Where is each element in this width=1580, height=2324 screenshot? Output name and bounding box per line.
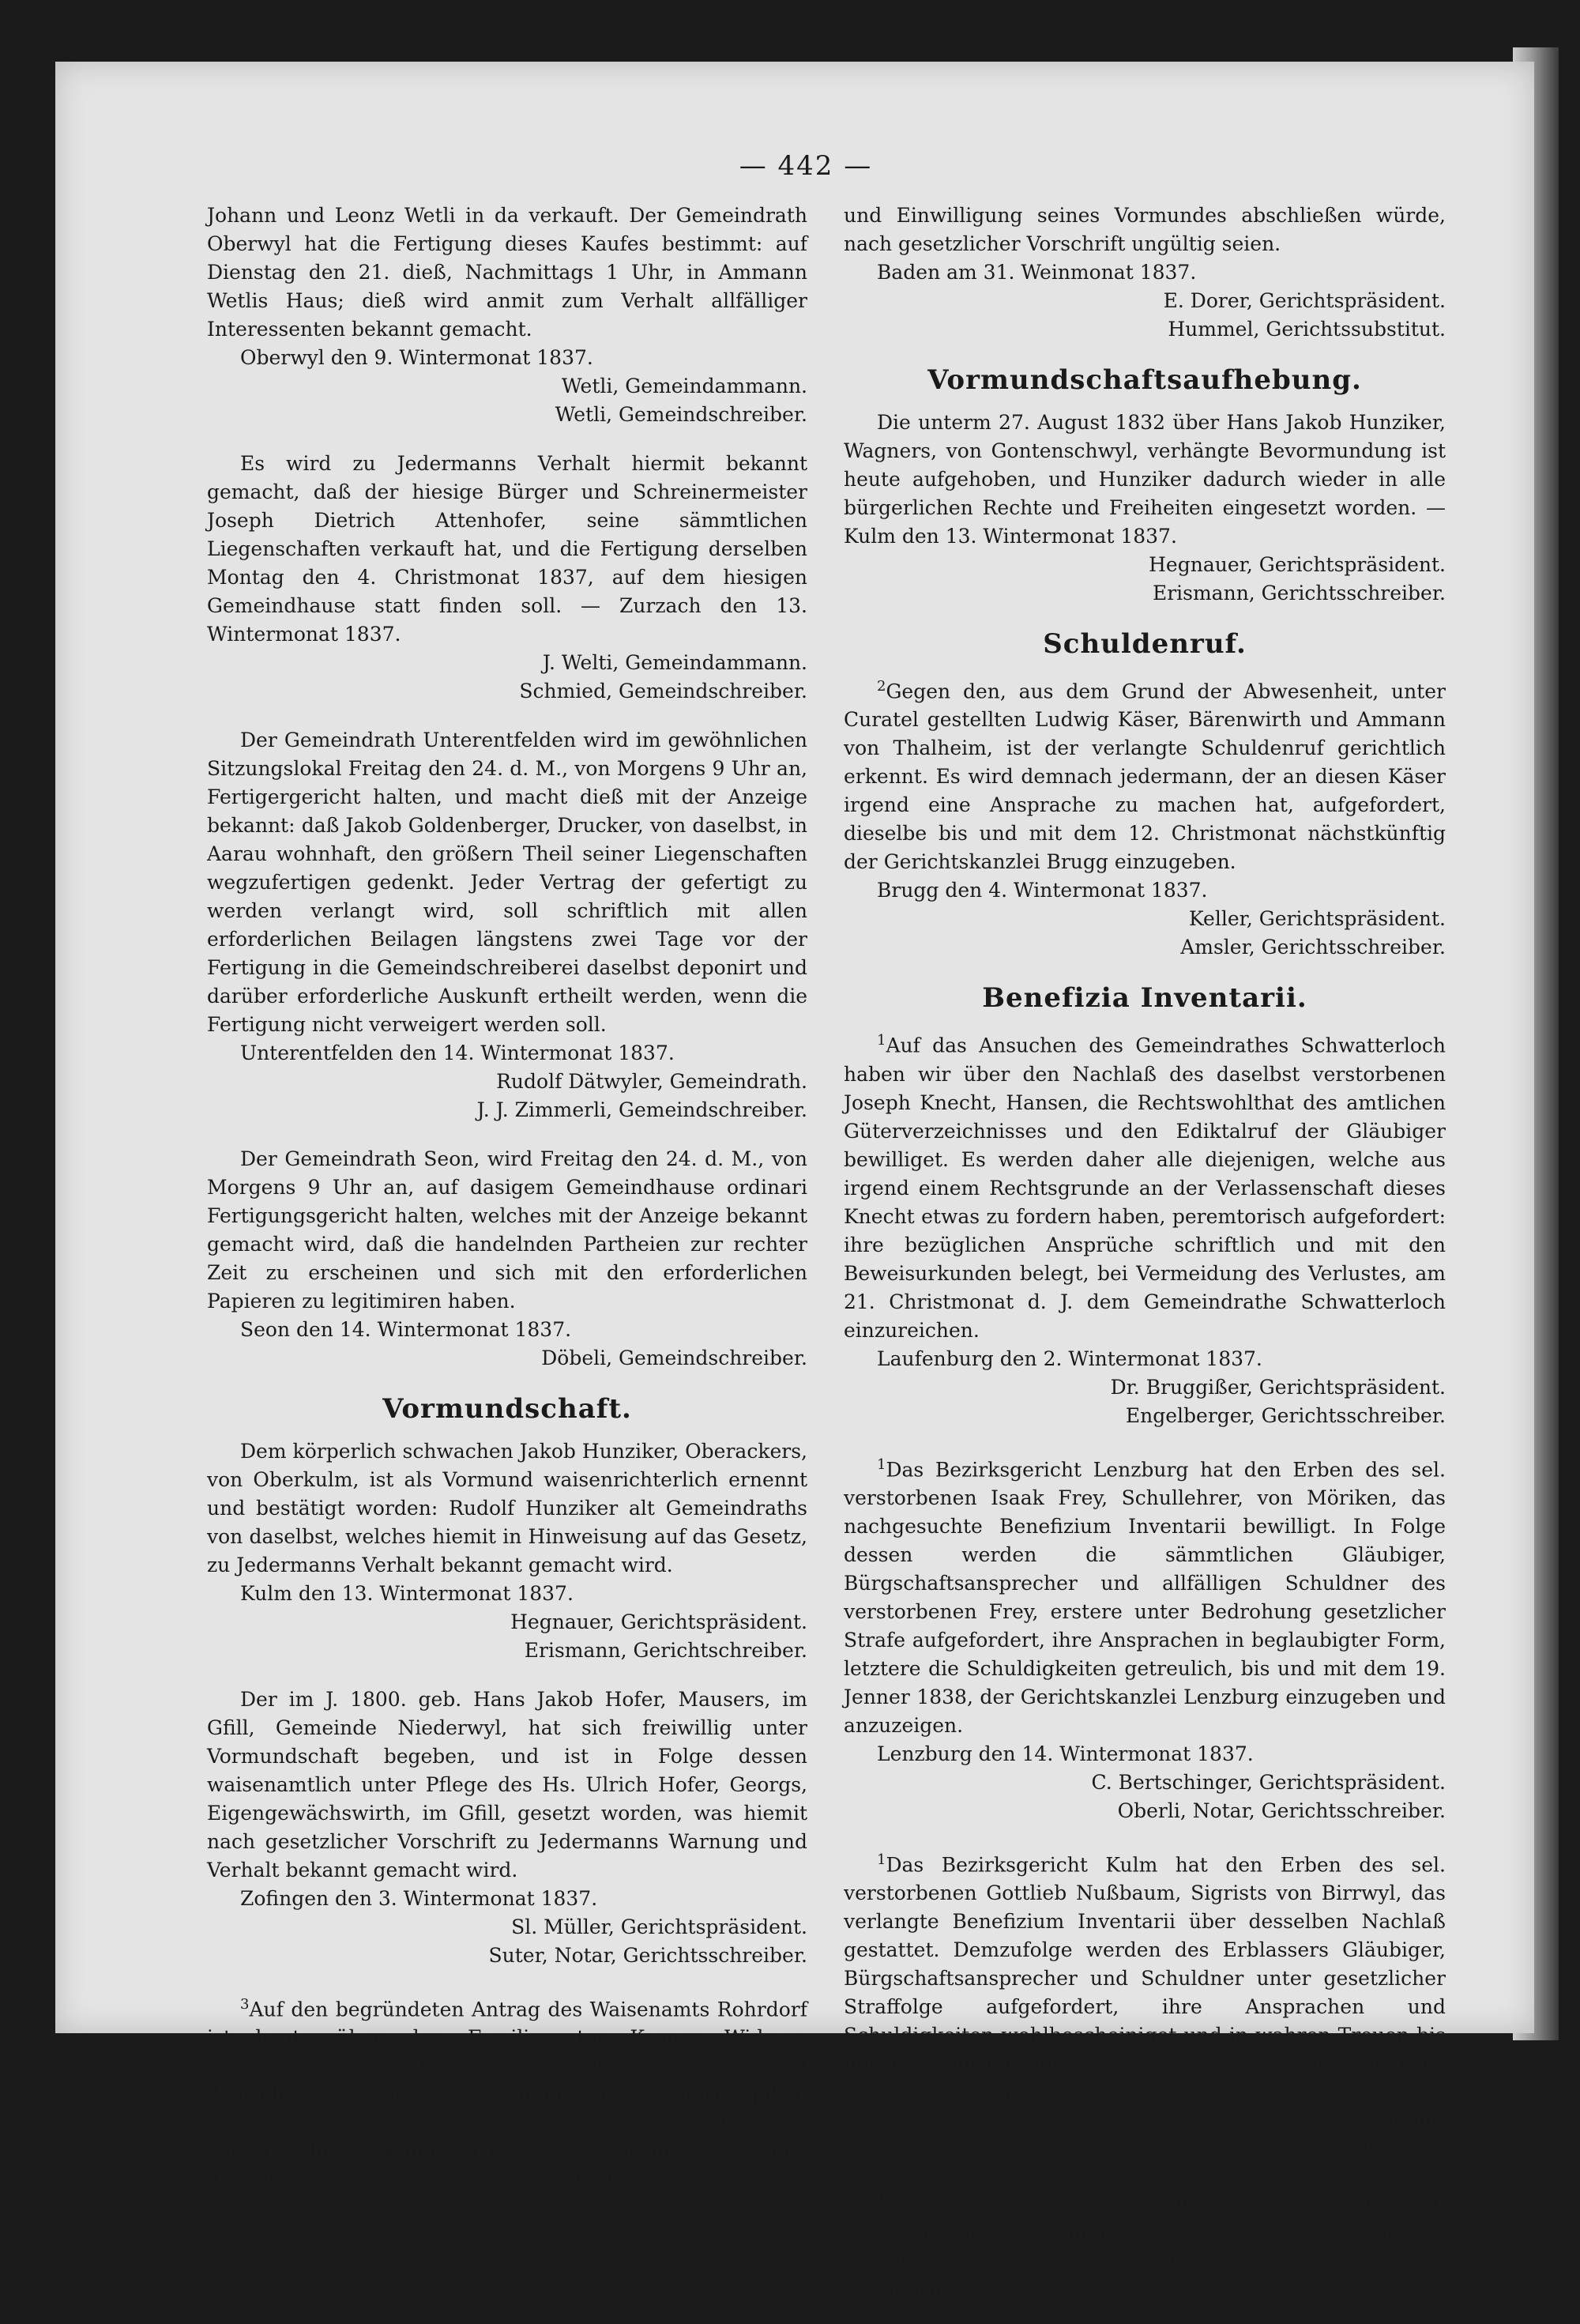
notice-brugg xyxy=(844,672,1446,962)
notice-text: Die unterm 27. August 1832 über Hans Jakob Hunziker, Wagners, von Gontenschwyl, verhängte Bevormundung ist heute aufgehoben, und Hunziker dadurch wieder in alle bürgerlichen Rechte und Freiheiten eingesetzt worden. — Kulm den 13. Wintermonat 1837. xyxy=(844,411,1446,548)
notice-signature: Hummel, Gerichtssubstitut. xyxy=(1168,318,1446,341)
page-number: — 442 — xyxy=(739,150,873,182)
footnote-mark: 1 xyxy=(877,1456,886,1473)
notice-place-date: Laufenburg den 2. Wintermonat 1837. xyxy=(877,1347,1262,1370)
notice-signature: C. Bertschinger, Gerichtspräsident. xyxy=(1091,1770,1446,1794)
notice-zofingen xyxy=(207,1686,807,1970)
right-column xyxy=(844,202,1446,2324)
notice-place-date: Unterentfelden den 14. Wintermonat 1837. xyxy=(240,1041,675,1064)
footnote-mark: 3 xyxy=(240,1996,250,2013)
notice-body: Auf den begründeten Antrag des Waisenamts Rohrdorf ist heute über den Familienvater Kaspar Widmer, Schreiner, von daselbst, die Vormundschaft verhängt und demselben als Vormund geordnet worden: Sigrist Jakob Widmer von gedachtem Rohrdorf. Indem man dieß hiemit zur öffentlichen Kunde bringt, wird Jedermann erinnert, daß alle Verträge, welche Schreiner Widmer ohne Wissen xyxy=(207,1998,807,2192)
notice-body: Gegen den, aus dem Grund der Abwesenheit, unter Curatel gestellten Ludwig Käser, Bärenwirth und Ammann von Thalheim, ist der verlangte Schuldenruf gerichtlich erkennt. Es wird demnach jedermann, der an diesen Käser irgend eine Ansprache zu machen hat, aufgefordert, dieselbe bis und mit dem 12. Christmonat nächstkünftig der Gerichtskanzlei Brugg einzugeben. xyxy=(844,680,1446,874)
left-column xyxy=(207,202,807,2215)
notice-text: Johann und Leonz Wetli in da verkauft. Der Gemeindrath Oberwyl hat die Fertigung dieses Kaufes bestimmt: auf Dienstag den 21. dieß, Nachmittags 1 Uhr, in Ammann Wetlis Haus; dieß wird anmit zum Verhalt allfälliger Interessenten bekannt gemacht. xyxy=(207,204,807,341)
notice-signature: J. J. Zimmerli, Gemeindschreiber. xyxy=(476,1098,807,1121)
notice-signature: Hegnauer, Gerichtspräsident. xyxy=(1149,553,1446,576)
notice-body: Das Bezirksgericht Kulm hat den Erben des sel. verstorbenen Gottlieb Nußbaum, Sigrists von Birrwyl, das verlangte Benefizium Inventarii über desselben Nachlaß gestattet. Demzufolge werden des Erblassers Gläubiger, Bürgschaftsansprecher und Schuldner unter gesetzlicher Straffolge aufgefordert, ihre Ansprachen und Schuldigkeiten wohlbescheiniget und in wahren Treuen bis und mit Samstag den 20. Jenner 1838 der Gerichtskanzlei Kulm abzugeben. — Kulm den 13. Wintermonat 1837. xyxy=(844,1853,1446,2104)
notice-text xyxy=(207,1991,807,2194)
section-heading-vormundschaft: Vormundschaft. xyxy=(382,1393,632,1425)
footnote-mark: 1 xyxy=(877,2190,886,2207)
notice-signature: Engelberger, Gerichtsschreiber. xyxy=(1125,1403,1446,1427)
notice-signature: J. Welti, Gemeindammann. xyxy=(542,651,807,674)
notice-text xyxy=(844,2184,1446,2303)
notice-body: Das Bezirksgericht Lenzburg hat den Erben des sel. verstorbenen Isaak Frey, Schullehrer, von Möriken, das nachgesuchte Benefizium Inventarii bewilligt. In Folge dessen werden die sämmtlichen Gläubiger, Bürgschaftsansprecher und allfälligen Schuldner des verstorbenen Frey, erstere unter Bedrohung gesetzlicher Strafe aufgefordert, ihre Ansprachen in beglaubigter Form, letztere die Schuldigkeiten getreulich, bis und mit dem 19. Jenner 1838, der Gerichtskanzlei Lenzburg einzugeben und anzuzeigen. xyxy=(844,1457,1446,1737)
notice-place-date: Zofingen den 3. Wintermonat 1837. xyxy=(240,1887,598,1910)
notice-kulm-nussbaum xyxy=(844,1846,1446,2164)
notice-oberwyl xyxy=(207,202,807,429)
notice-place-date: Seon den 14. Wintermonat 1837. xyxy=(240,1318,572,1341)
notice-seon xyxy=(207,1145,807,1373)
notice-unterentfelden xyxy=(207,726,807,1124)
notice-text xyxy=(844,1846,1446,2107)
notice-signature: Dr. Bruggißer, Gerichtspräsident. xyxy=(1110,1375,1446,1399)
notice-text xyxy=(844,672,1446,876)
notice-text: Der Gemeindrath Unterentfelden wird im gewöhnlichen Sitzungslokal Freitag den 24. d. M., von Morgens 9 Uhr an, Fertigergericht halten, und macht dieß mit der Anzeige bekannt: daß Jakob Goldenberger, Drucker, von daselbst, in Aarau wohnhaft, den größern Theil seiner Liegenschaften wegzufertigen gedenkt. Jeder Vertrag der gefertigt zu werden verlangt wird, soll schriftlich mit allen erforderlichen Beilagen längstens zwei Tage vor der Fertigung in die Gemeindschreiberei daselbst deponirt und darüber erforderliche Auskunft ertheilt werden, wenn die Fertigung nicht verweigert werden soll. xyxy=(207,729,807,1036)
notice-place-date: Baden am 31. Weinmonat 1837. xyxy=(877,261,1197,284)
notice-place-date: Kulm den 13. Wintermonat 1837. xyxy=(240,1582,574,1605)
notice-text xyxy=(844,1451,1446,1740)
notice-signature: Keller, Gerichtspräsident. xyxy=(1189,907,1446,931)
notice-text: und Einwilligung seines Vormundes abschließen würde, nach gesetzlicher Vorschrift ungültig seien. xyxy=(844,204,1446,255)
notice-zurzach xyxy=(207,450,807,706)
section-heading-benefizia-inventarii: Benefizia Inventarii. xyxy=(982,982,1307,1015)
section-heading-vormundschaftsaufhebung: Vormundschaftsaufhebung. xyxy=(927,364,1362,396)
notice-signature: Oberli, Notar, Gerichtsschreiber. xyxy=(1117,1799,1446,1822)
notice-place-date: Brugg den 4. Wintermonat 1837. xyxy=(877,879,1208,902)
notice-signature: Döbeli, Gemeindschreiber. xyxy=(541,1347,807,1369)
notice-text: Der Gemeindrath Seon, wird Freitag den 24. d. M., von Morgens 9 Uhr an, auf dasigem Gemeindhause ordinari Fertigungsgericht halten, welches mit der Anzeige bekannt gemacht wird, daß die handelnden Partheien zur rechter Zeit zu erscheinen und sich mit den erforderlichen Papieren zu legitimiren haben. xyxy=(207,1147,807,1313)
notice-signature: Suter, Notar, Gerichtsschreiber. xyxy=(488,1944,807,1967)
footnote-mark: 1 xyxy=(877,1851,886,1868)
notice-kulm-hediger xyxy=(844,2184,1446,2303)
notice-body: Auf das Ansuchen des Gemeindrathes Schwatterloch haben wir über den Nachlaß des daselbst verstorbenen Joseph Knecht, Hansen, die Rechtswohlthat des amtlichen Güterverzeichnisses und den Ediktalruf der Gläubiger bewilliget. Es werden daher alle diejenigen, welche aus irgend einem Rechtsgrunde an der Verlassenschaft dieses Knecht etwas zu fordern haben, peremtorisch aufgefordert: ihre bezüglichen Ansprüche schriftlich und mit den Beweisurkunden belegt, bei Vermeidung des Verlustes, am 21. Christmonat d. J. dem Gemeindrathe Schwatterloch einzureichen. xyxy=(844,1034,1446,1342)
notice-text: Der im J. 1800. geb. Hans Jakob Hofer, Mausers, im Gfill, Gemeinde Niederwyl, hat sich freiwillig unter Vormundschaft begeben, und ist in Folge dessen waisenamtlich unter Pflege des Hs. Ulrich Hofer, Georgs, Eigengewächswirth, im Gfill, gesetzt worden, was hiemit nach gesetzlicher Vorschrift zu Jedermanns Warnung und Verhalt bekannt gemacht wird. xyxy=(207,1688,807,1881)
notice-laufenburg xyxy=(844,1026,1446,1429)
notice-kulm-aufhebung xyxy=(844,409,1446,608)
notice-text: Dem körperlich schwachen Jakob Hunziker, Oberackers, von Oberkulm, ist als Vormund waisenrichterlich ernennt und bestätigt worden: Rudolf Hunziker alt Gemeindraths von daselbst, welches hiemit in Hinweisung auf das Gesetz, zu Jedermanns Verhalt bekannt gemacht wird. xyxy=(207,1440,807,1576)
notice-signature: Erismann, Gerichtsschreiber. xyxy=(1152,2138,1446,2161)
footnote-mark: 2 xyxy=(877,678,886,695)
notice-signature: Schmied, Gemeindschreiber. xyxy=(519,680,807,702)
notice-signature: Erismann, Gerichtschreiber. xyxy=(524,1639,807,1662)
notice-signature: E. Dorer, Gerichtspräsident. xyxy=(1163,289,1446,312)
notice-text: Es wird zu Jedermanns Verhalt hiermit bekannt gemacht, daß der hiesige Bürger und Schreinermeister Joseph Dietrich Attenhofer, seine sämmtlichen Liegenschaften verkauft hat, und die Fertigung derselben Montag den 4. Christmonat 1837, auf dem hiesigen Gemeindhause statt finden soll. — Zurzach den 13. Wintermonat 1837. xyxy=(207,452,807,646)
notice-signature: Erismann, Gerichtsschreiber. xyxy=(1152,582,1446,605)
notice-signature: Amsler, Gerichtsschreiber. xyxy=(1180,936,1446,959)
notice-signature: Wetli, Gemeindammann. xyxy=(561,375,807,397)
notice-signature: Hegnauer, Gerichtspräsident. xyxy=(1149,2109,1446,2133)
notice-signature: Rudolf Dätwyler, Gemeindrath. xyxy=(496,1070,807,1093)
section-heading-schuldenruf: Schuldenruf. xyxy=(1043,628,1247,660)
notice-baden xyxy=(844,202,1446,344)
notice-place-date: Oberwyl den 9. Wintermonat 1837. xyxy=(240,346,593,369)
notice-body: Das Bezirksgericht Kulm hat den Erben des sel. verstorbenen Melchior Hediger, Bäschelheichels, Zimmermann von Reinach, das verlangte Benefizium Inventarii xyxy=(844,2191,1446,2300)
notice-kulm-vormund xyxy=(207,1437,807,1665)
notice-text xyxy=(844,1026,1446,1344)
notice-lenzburg xyxy=(844,1451,1446,1825)
notice-place-date: Lenzburg den 14. Wintermonat 1837. xyxy=(877,1742,1254,1765)
footnote-mark: 1 xyxy=(877,1032,886,1049)
notice-signature: Wetli, Gemeindschreiber. xyxy=(555,403,807,426)
notice-rohrdorf xyxy=(207,1991,807,2194)
notice-signature: Sl. Müller, Gerichtspräsident. xyxy=(511,1915,807,1938)
notice-signature: Hegnauer, Gerichtspräsident. xyxy=(510,1610,807,1633)
